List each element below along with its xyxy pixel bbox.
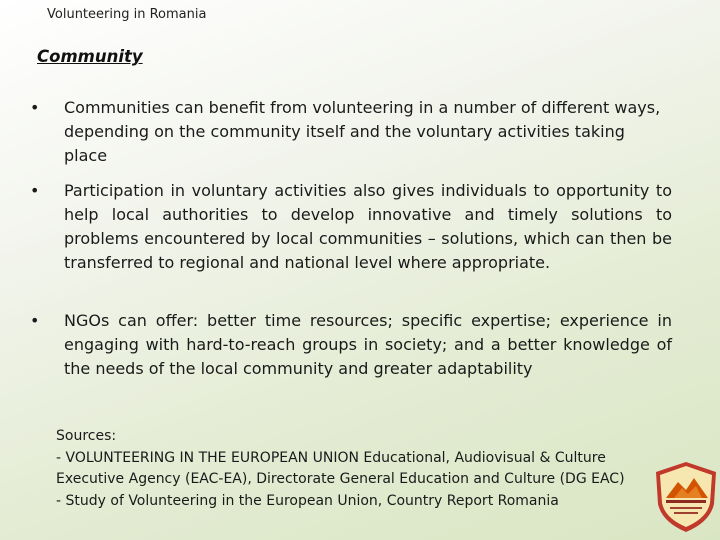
- shield-logo-graphic: [652, 460, 720, 534]
- sources-block: [56, 426, 656, 512]
- bullet-item: [30, 309, 672, 381]
- bullet-marker: •: [30, 311, 40, 330]
- bullet-marker: •: [30, 98, 40, 117]
- bullet-text: NGOs can offer: better time resources; specific expertise; experience in engaging with hard-to-reach groups in society; and a better knowledge of the needs of the local community and greater adaptability: [64, 311, 672, 378]
- bullet-item: [30, 96, 672, 168]
- bullet-marker: •: [30, 181, 40, 200]
- bullet-text: Participation in voluntary activities also gives individuals to opportunity to help local authorities to develop innovative and timely solutions to problems encountered by local communities – solutions, which can then be transferred to regional and national level where appropriate.: [64, 181, 672, 272]
- sources-label: Sources:: [56, 428, 117, 444]
- slide-header: Volunteering in Romania: [47, 7, 207, 22]
- shield-logo-icon: [652, 460, 720, 534]
- bullet-item: [30, 179, 672, 275]
- source-line: - VOLUNTEERING IN THE EUROPEAN UNION Educational, Audiovisual & Culture: [56, 449, 606, 466]
- source-line: Executive Agency (EAC-EA), Directorate General Education and Culture (DG EAC): [56, 471, 625, 487]
- slide-title: Community: [37, 47, 143, 66]
- source-line: - Study of Volunteering in the European Union, Country Report Romania: [56, 492, 559, 509]
- bullet-text: Communities can benefit from volunteering in a number of different ways, depending on the community itself and the voluntary activities taking place: [64, 98, 661, 165]
